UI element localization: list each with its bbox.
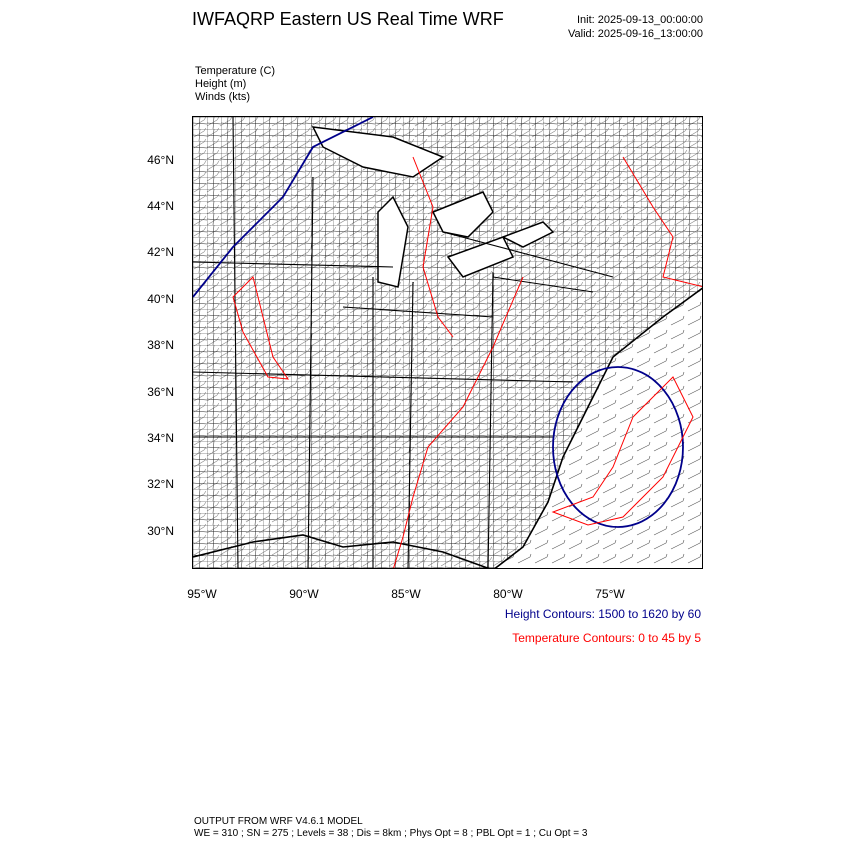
lat-label-44: 44°N xyxy=(147,199,174,213)
footer-params: WE = 310 ; SN = 275 ; Levels = 38 ; Dis = 8km ; Phys Opt = 8 ; PBL Opt = 1 ; Cu Opt = 3 xyxy=(194,828,588,839)
valid-time: Valid: 2025-09-16_13:00:00 xyxy=(568,28,703,40)
field-height: Height (m) xyxy=(195,78,247,90)
temperature-contours-note: Temperature Contours: 0 to 45 by 5 xyxy=(512,631,701,645)
map-frame xyxy=(192,116,703,569)
lon-label-95: 95°W xyxy=(187,587,217,601)
field-winds: Winds (kts) xyxy=(195,91,250,103)
footer-model: OUTPUT FROM WRF V4.6.1 MODEL xyxy=(194,816,363,827)
lat-label-36: 36°N xyxy=(147,385,174,399)
lat-label-32: 32°N xyxy=(147,477,174,491)
height-contours-note: Height Contours: 1500 to 1620 by 60 xyxy=(504,607,701,621)
model-footer xyxy=(194,816,587,840)
lon-label-75: 75°W xyxy=(595,587,625,601)
lat-label-38: 38°N xyxy=(147,338,174,352)
lat-label-42: 42°N xyxy=(147,245,174,259)
lon-label-80: 80°W xyxy=(493,587,523,601)
map-canvas xyxy=(193,117,703,569)
init-time: Init: 2025-09-13_00:00:00 xyxy=(577,14,703,26)
field-temperature: Temperature (C) xyxy=(195,65,276,77)
field-list xyxy=(195,65,275,104)
lon-label-85: 85°W xyxy=(391,587,421,601)
lat-label-40: 40°N xyxy=(147,292,174,306)
lat-label-30: 30°N xyxy=(147,524,174,538)
timestamps xyxy=(568,13,703,41)
lon-label-90: 90°W xyxy=(289,587,319,601)
lat-label-34: 34°N xyxy=(147,431,174,445)
map-title: IWFAQRP Eastern US Real Time WRF xyxy=(192,9,504,29)
lat-label-46: 46°N xyxy=(147,153,174,167)
